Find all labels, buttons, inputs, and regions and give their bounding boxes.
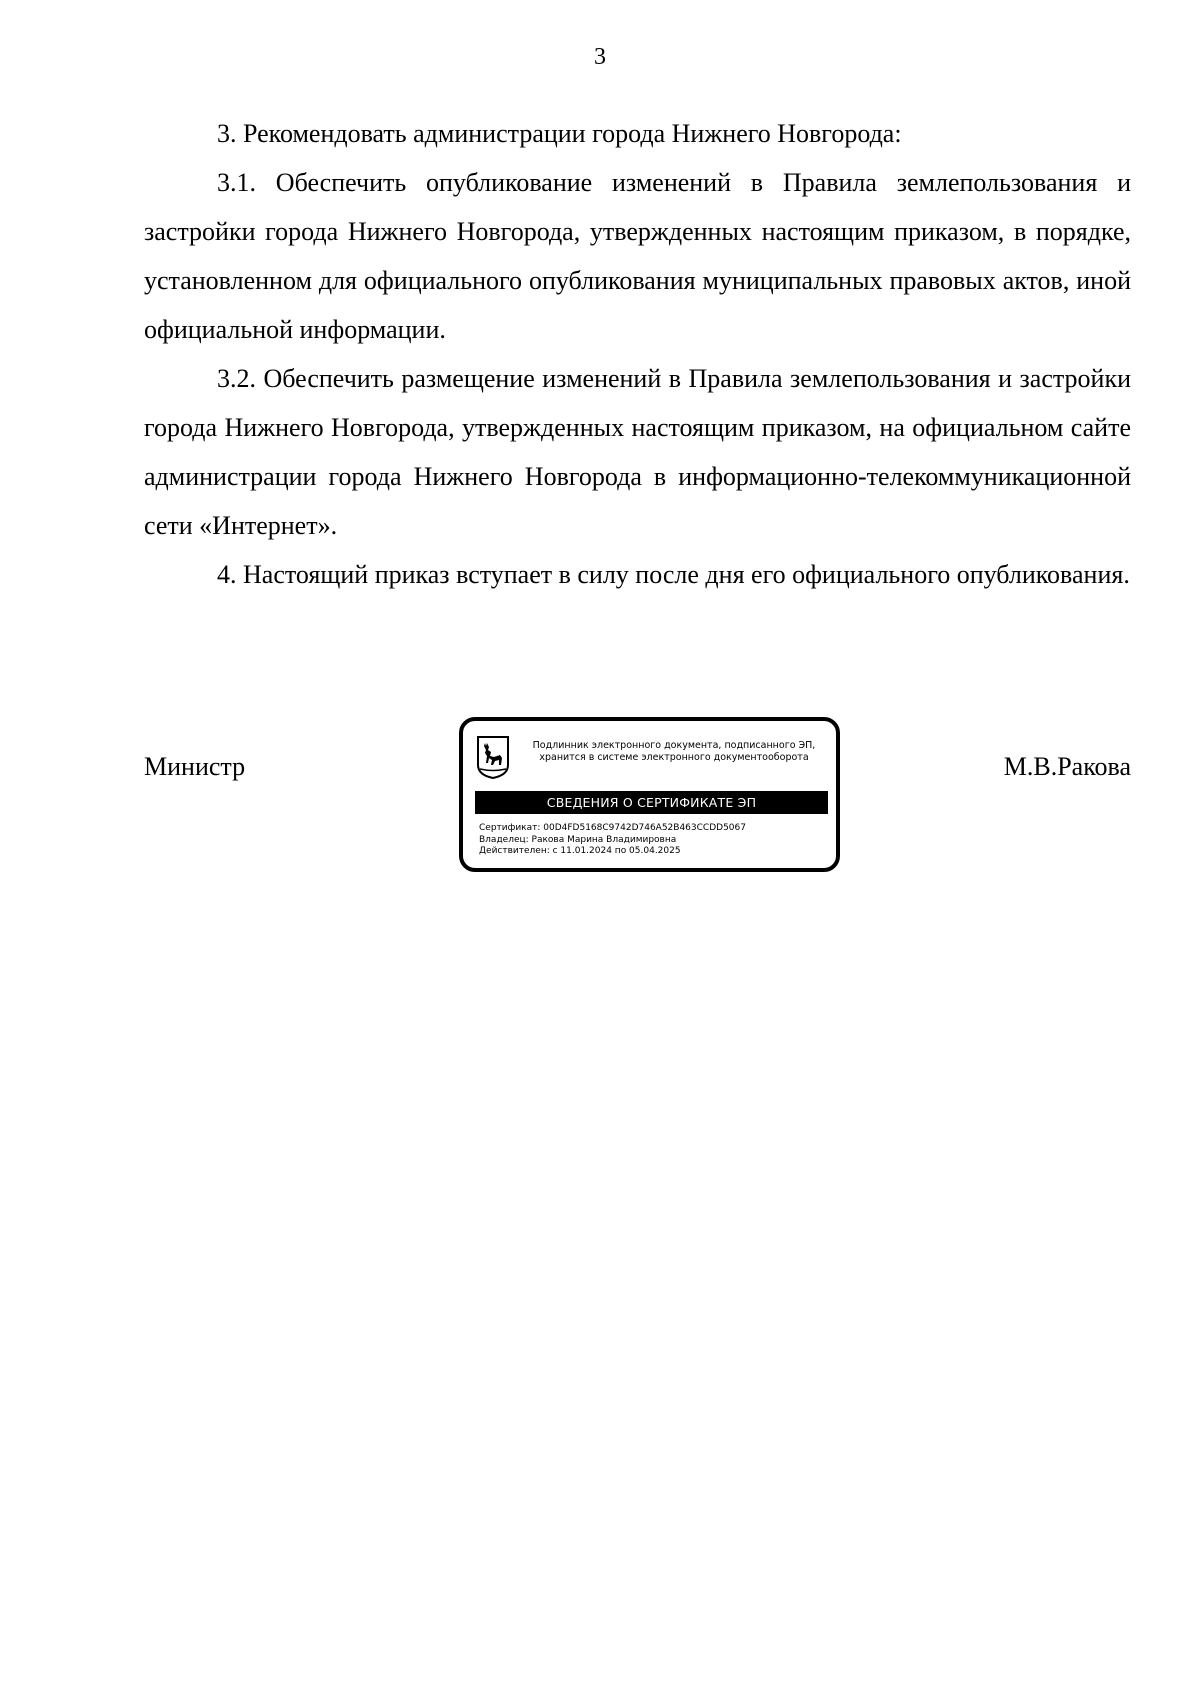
certificate-info xyxy=(479,823,746,858)
signer-position: Министр xyxy=(144,752,246,781)
paragraph-3: 3. Рекомендовать администрации города Нижнего Новгорода: xyxy=(217,119,902,148)
paragraph-3-2: 3.2. Обеспечить размещение изменений в Правила землепользования и застройки города Нижнего Новгорода, утвержденных настоящим приказом, на официальном сайте администрации города Нижнего Новгорода в информационно-телекоммуникационной сети «Интернет». xyxy=(144,364,1131,540)
electronic-signature-stamp xyxy=(459,717,840,872)
signer-name: М.В.Ракова xyxy=(1003,752,1131,781)
certificate-validity: Действителен: с 11.01.2024 по 05.04.2025 xyxy=(479,846,681,856)
certificate-number: Сертификат: 00D4FD5168C9742D746A52B463CCDD5067 xyxy=(479,823,746,833)
deer-emblem-icon xyxy=(476,735,510,779)
certificate-banner: СВЕДЕНИЯ О СЕРТИФИКАТЕ ЭП xyxy=(475,791,828,814)
stamp-header-line-1: Подлинник электронного документа, подписанного ЭП, xyxy=(532,740,816,751)
stamp-header-line-2: хранится в системе электронного документооборота xyxy=(539,752,809,763)
stamp-header xyxy=(515,740,833,764)
page-number: 3 xyxy=(594,44,606,70)
paragraph-4: 4. Настоящий приказ вступает в силу после дня его официального опубликования. xyxy=(217,560,1130,589)
certificate-owner: Владелец: Ракова Марина Владимировна xyxy=(479,834,677,845)
paragraph-3-1: 3.1. Обеспечить опубликование изменений в Правила землепользования и застройки города Нижнего Новгорода, утвержденных настоящим приказом, в порядке, установленном для официального опубликования муниципальных правовых актов, иной официальной информации. xyxy=(144,168,1131,344)
document-body xyxy=(144,109,1131,599)
